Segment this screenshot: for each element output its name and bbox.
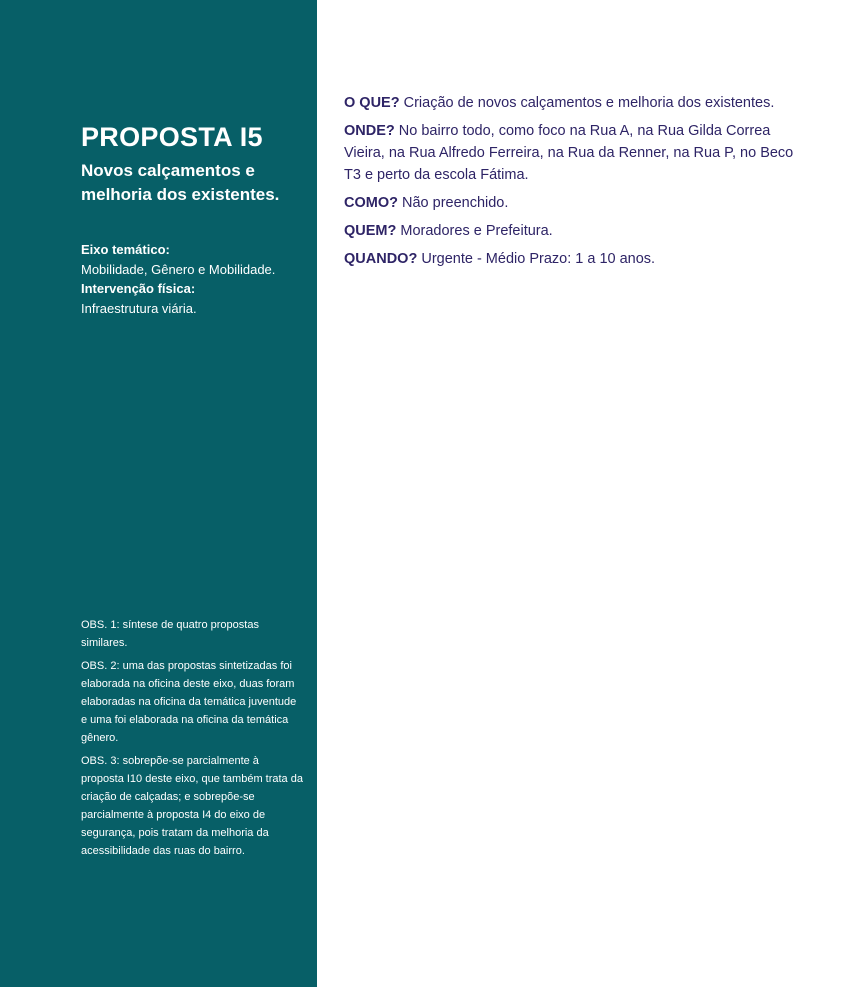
proposal-meta (81, 240, 306, 318)
proposal-title: PROPOSTA I5 (81, 122, 263, 152)
detail-how-label: COMO? (344, 195, 398, 211)
proposal-details (344, 92, 799, 276)
detail-when (344, 248, 799, 270)
detail-who-label: QUEM? (344, 223, 397, 239)
observation-3: OBS. 3: sobrepõe-se parcialmente à proposta I10 deste eixo, que também trata da criação de calçadas; e sobrepõe-se parcialmente à proposta I4 do eixo de segurança, pois tratam da melhoria da acessibilidade das ruas do bairro. (81, 755, 303, 857)
eixo-value: Mobilidade, Gênero e Mobilidade. (81, 261, 276, 277)
detail-how (344, 192, 799, 214)
detail-where-text: No bairro todo, como foco na Rua A, na Rua Gilda Correa Vieira, na Rua Alfredo Ferreira, na Rua da Renner, na Rua P, no Beco T3 e perto da escola Fátima. (344, 123, 794, 183)
detail-when-label: QUANDO? (344, 251, 418, 267)
detail-where (344, 120, 799, 186)
sidebar-panel (0, 0, 317, 987)
detail-what-text: Criação de novos calçamentos e melhoria dos existentes. (399, 95, 775, 111)
detail-when-text: Urgente - Médio Prazo: 1 a 10 anos. (417, 251, 656, 267)
intervencao-label: Intervenção física: (81, 281, 196, 296)
observation-2: OBS. 2: uma das propostas sintetizadas foi elaborada na oficina deste eixo, duas foram elaboradas na oficina da temática juventude e uma foi elaborada na oficina da temática gênero. (81, 660, 297, 744)
observation-1: OBS. 1: síntese de quatro propostas similares. (81, 619, 259, 649)
observations (81, 616, 303, 865)
detail-what-label: O QUE? (344, 95, 400, 111)
detail-what (344, 92, 799, 114)
intervencao-value: Infraestrutura viária. (81, 300, 197, 316)
detail-who (344, 220, 799, 242)
detail-how-text: Não preenchido. (397, 195, 509, 211)
eixo-label: Eixo temático: (81, 242, 170, 257)
proposal-subtitle: Novos calçamentos e melhoria dos existentes. (81, 161, 280, 204)
detail-where-label: ONDE? (344, 123, 395, 139)
detail-who-text: Moradores e Prefeitura. (396, 223, 553, 239)
